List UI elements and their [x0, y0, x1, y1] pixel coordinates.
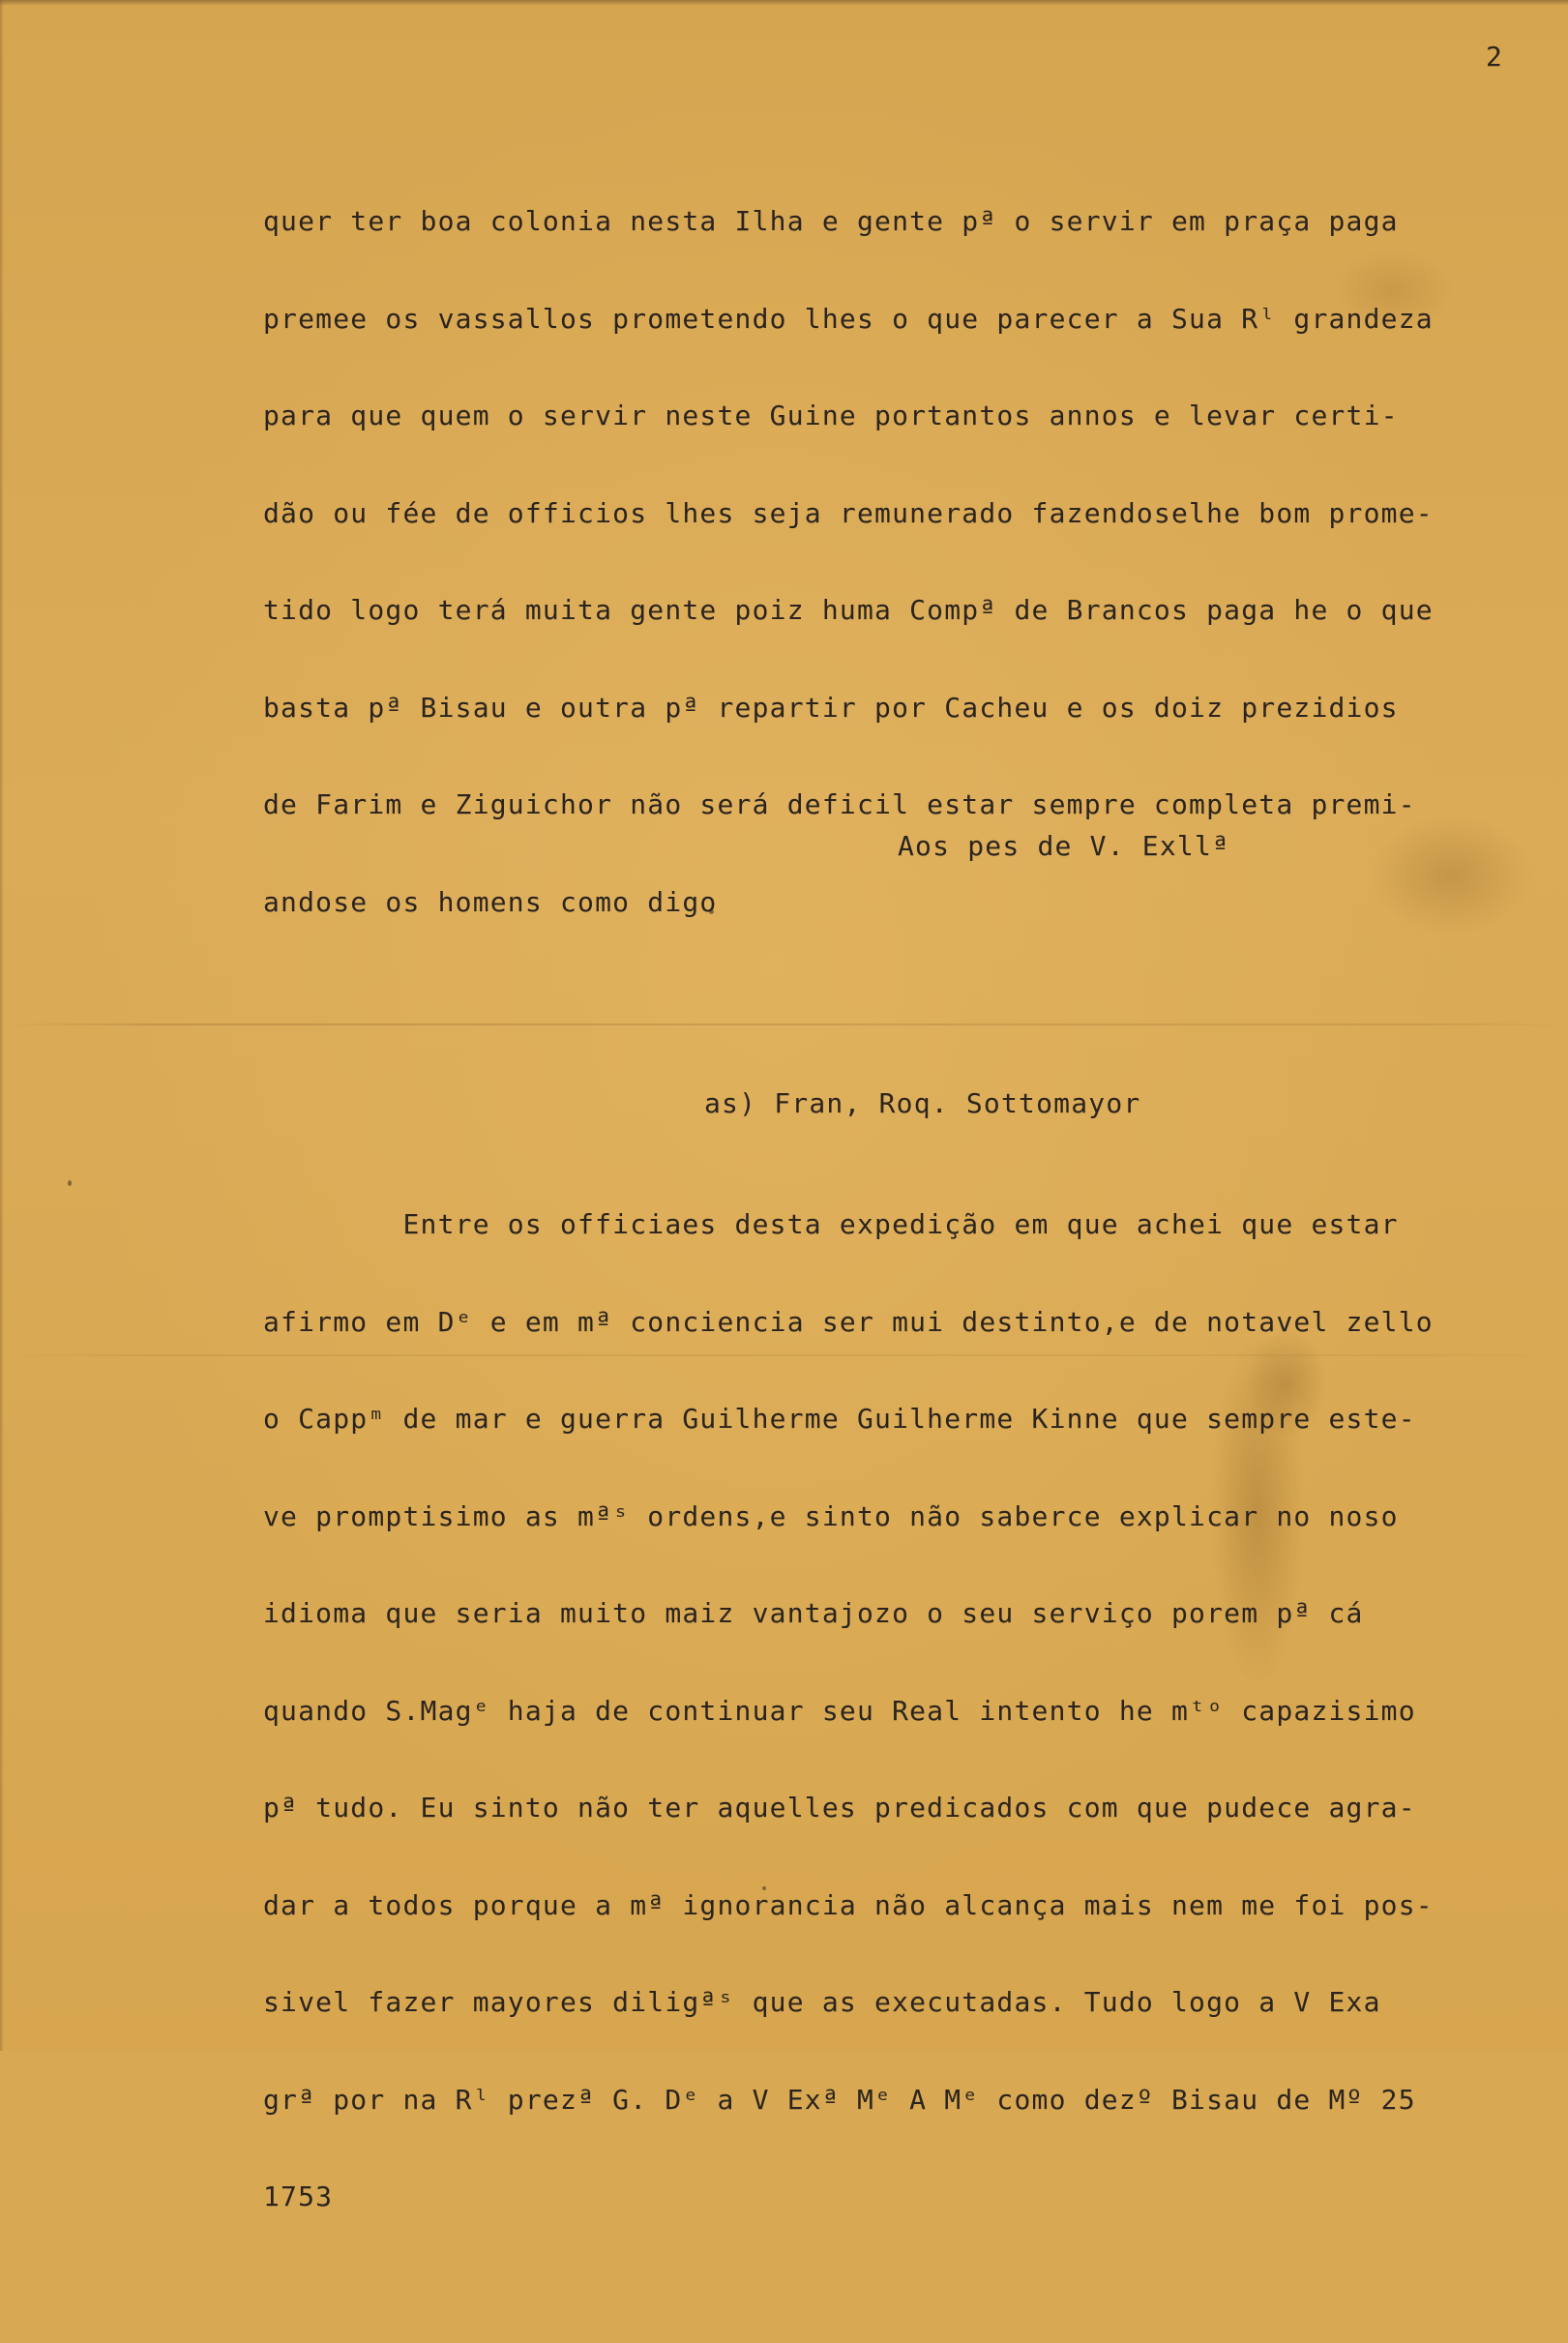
- text-line: tido logo terá muita gente poiz huma Compª de Brancos paga he o que: [263, 594, 1434, 626]
- signature-line: as) Fran, Roq. Sottomayor: [704, 1087, 1141, 1119]
- text-line: idioma que seria muito maiz vantajozo o seu serviço porem pª cá: [263, 1597, 1364, 1629]
- page-top-edge: [0, 0, 1568, 6]
- text-line: o Cappᵐ de mar e guerra Guilherme Guilherme Kinne que sempre este-: [263, 1403, 1416, 1435]
- paragraph-2: [263, 1143, 1434, 2278]
- paragraph-1: [263, 140, 1434, 983]
- text-line: afirmo em Dᵉ e em mª conciencia ser mui destinto,e de notavel zello: [263, 1305, 1434, 1338]
- text-line: para que quem o servir neste Guine portantos annos e levar certi-: [263, 400, 1399, 431]
- text-line: Entre os officiaes desta expedição em que achei que estar: [263, 1208, 1399, 1240]
- text-line: dão ou fée de officios lhes seja remunerado fazendoselhe bom prome-: [263, 496, 1434, 529]
- page-left-edge: [0, 0, 4, 2051]
- paper-speck: [68, 1180, 72, 1186]
- text-line: basta pª Bisau e outra pª repartir por Cacheu e os doiz prezidios: [263, 691, 1399, 724]
- text-line: sivel fazer mayores diligªˢ que as executadas. Tudo logo a V Exa: [263, 1986, 1381, 2018]
- text-line: 1753: [263, 2180, 334, 2212]
- text-line: ve promptisimo as mªˢ ordens,e sinto não saberce explicar no noso: [263, 1499, 1399, 1532]
- text-line: pª tudo. Eu sinto não ter aquelles predicados com que pudece agra-: [263, 1792, 1416, 1824]
- paragraph-spacer: [263, 1048, 1434, 1079]
- text-line: quando S.Magᵉ haja de continuar seu Real intento he mᵗᵒ capazisimo: [263, 1694, 1416, 1727]
- text-line: quer ter boa colonia nesta Ilha e gente pª o servir em praça paga: [263, 205, 1399, 237]
- text-line: grª por na Rˡ prezª G. Dᵉ a V Exª Mᵉ A Mᵉ como dezº Bisau de Mº 25: [263, 2083, 1416, 2116]
- closing-salutation: Aos pes de V. Exllª: [898, 830, 1230, 862]
- text-line: dar a todos porque a mª ignorancia não alcança mais nem me foi pos-: [263, 1888, 1434, 1921]
- text-line: premee os vassallos prometendo lhes o que parecer a Sua Rˡ grandeza: [263, 302, 1434, 335]
- letter-body: [263, 75, 1434, 2343]
- page-number: 2: [1486, 41, 1504, 73]
- text-line: andose os homens como digo: [263, 885, 718, 918]
- text-line: de Farim e Ziguichor não será deficil estar sempre completa premi-: [263, 788, 1416, 820]
